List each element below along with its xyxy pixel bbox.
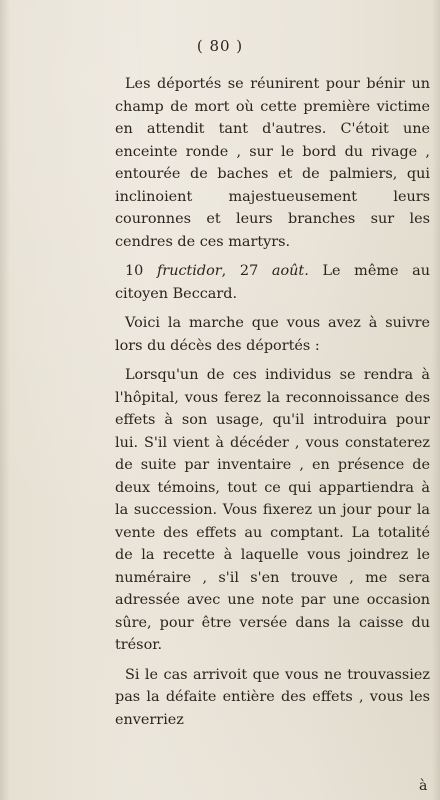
- paragraph-burial: Les déportés se réunirent pour bénir un champ de mort où cette première victime en attendit tant d'autres. C'étoit une enceinte ronde , sur le bord du rivage , entourée de baches et de palmiers, qui inclinoient majestueusement leurs couronnes et leurs branches sur les cendres de ces martyrs.: [115, 76, 430, 250]
- paragraph-dateline: 10 fructidor, 27 août. Le même au citoyen Beccard.: [115, 263, 431, 302]
- date-rest: Le même au citoyen Beccard.: [115, 263, 431, 302]
- page-gutter-shadow: [0, 0, 10, 800]
- paragraph-instructions-intro: Voici la marche que vous avez à suivre lors du décès des déportés :: [115, 315, 430, 354]
- date-greg-month: août.: [271, 263, 309, 279]
- catchword: à: [419, 778, 428, 794]
- date-month: fructidor: [156, 263, 222, 279]
- paragraph-final: Si le cas arrivoit que vous ne trouvassiez pas la défaite entière des effets , vous les enverriez: [115, 666, 430, 728]
- page-body: [115, 73, 430, 738]
- paragraph-instructions: Lorsqu'un de ces individus se rendra à l'hôpital, vous ferez la reconnoissance des effets à son usage, qu'il introduira pour lui. S'il vient à décéder , vous constaterez de suite par inventaire , en présence de deux témoins, tout ce qui appartiendra à la succession. Vous fixerez un jour pour la vente des effets au comptant. La totalité de la recette à laquelle vous joindrez le numéraire , s'il s'en trouve , me sera adressée avec une note par une occasion sûre, pour être versée dans la caisse du trésor.: [115, 367, 430, 653]
- page-number: ( 80 ): [196, 37, 244, 55]
- page-edge-shadow: [432, 0, 440, 800]
- date-greg-day: 27: [239, 263, 259, 279]
- date-day: 10: [125, 263, 144, 279]
